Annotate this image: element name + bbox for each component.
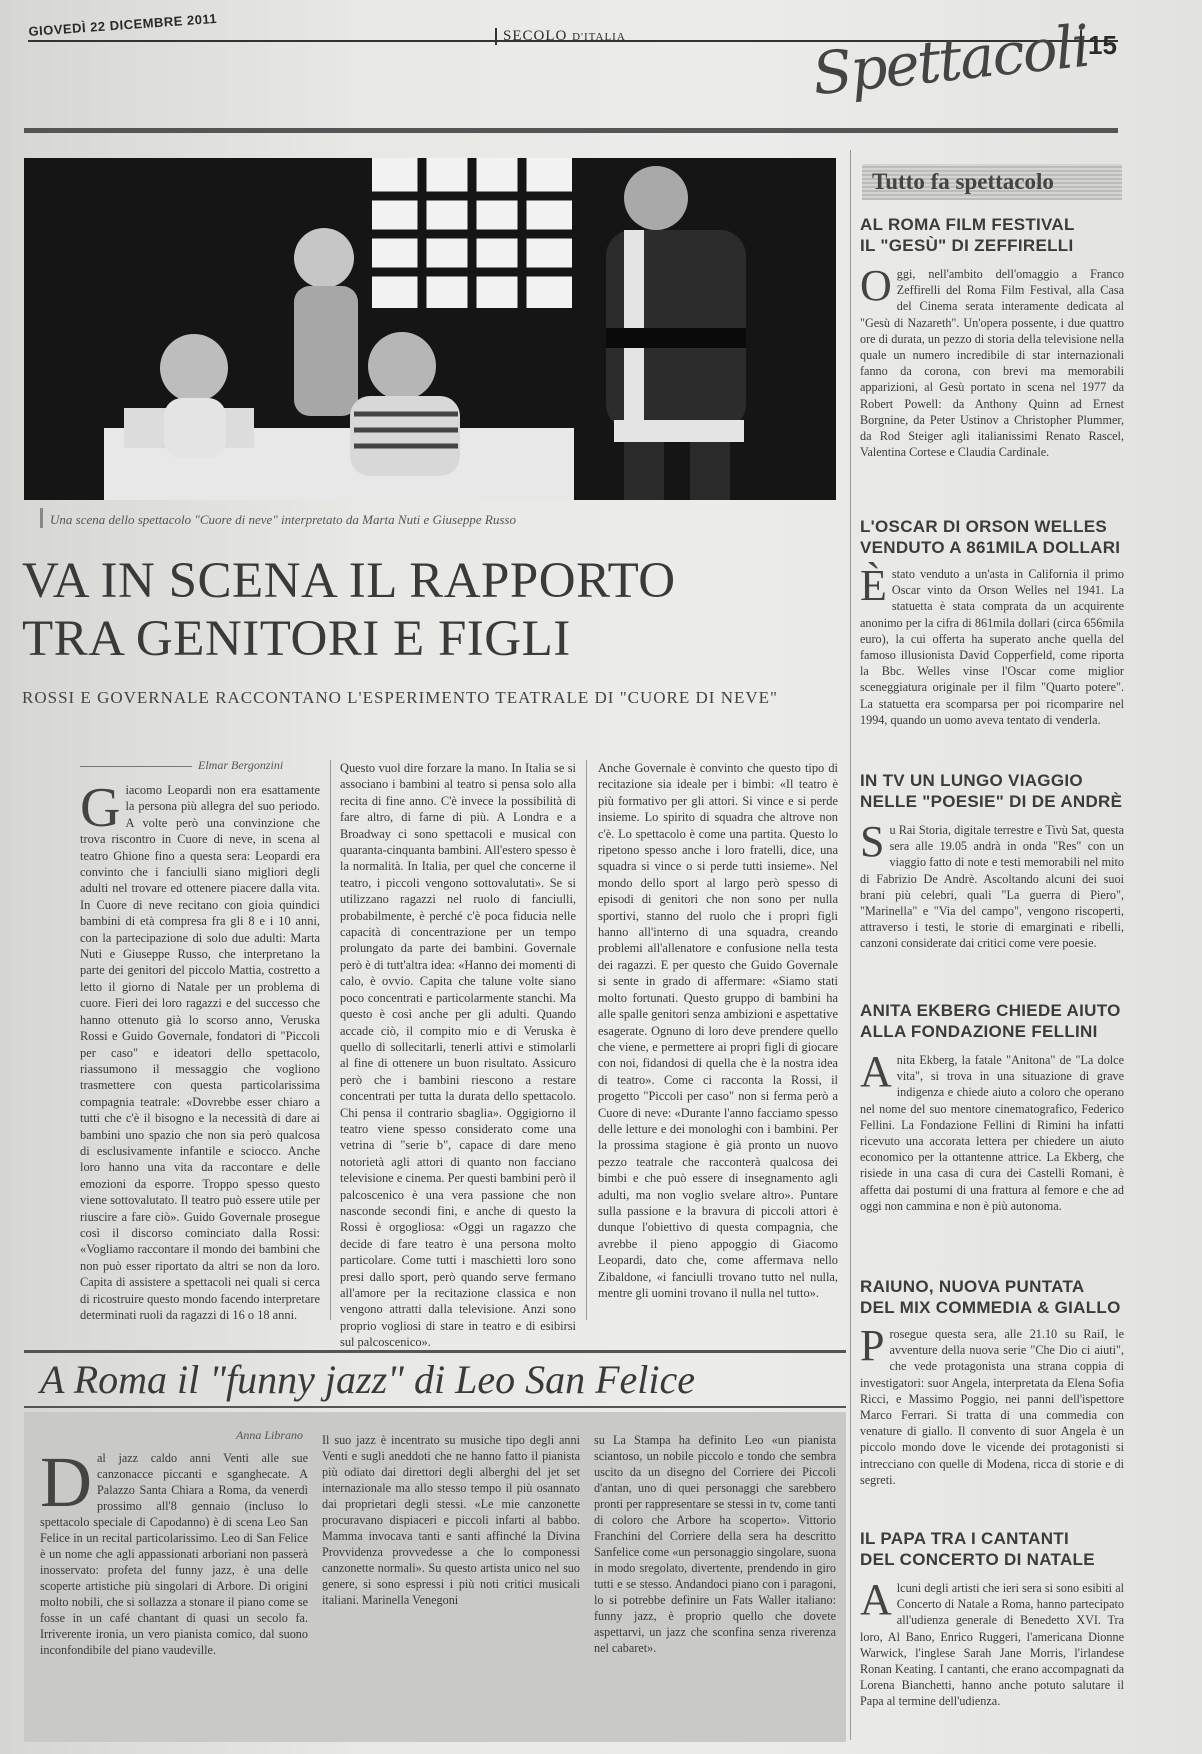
sidebar-item-6-head-line-1: IL PAPA TRA I CANTANTI [860,1529,1070,1548]
sidebar-item-1-head-line-1: AL ROMA FILM FESTIVAL [860,215,1075,234]
header-thick-rule [24,128,1118,133]
sidebar-item-3-head-line-2: NELLE "POESIE" DI DE ANDRÈ [860,792,1123,811]
sidebar-item-2-head-line-1: L'OSCAR DI ORSON WELLES [860,517,1108,536]
headline-line-2: TRA GENITORI E FIGLI [22,611,571,667]
photo-caption: Una scena dello spettacolo "Cuore di neve" interpretato da Marta Nuti e Giuseppe Russo [50,512,516,527]
column-divider [330,760,331,1320]
sidebar-item-1-heading [860,214,1075,256]
jazz-column-2 [322,1432,580,1740]
main-article-column-2 [340,760,576,1350]
sidebar-item-3-head-line-1: IN TV UN LUNGO VIAGGIO [860,771,1083,790]
caption-marker [40,508,43,528]
main-headline [22,552,822,668]
sidebar-item-2-head-line-2: VENDUTO A 861MILA DOLLARI [860,538,1121,557]
section-title: Spettacoli [809,11,1092,109]
sidebar-divider [850,150,851,1740]
main-col1-text: iacomo Leopardi non era esattamente la persona più allegra del suo periodo. A volte però una convinzione che trova riscontro in Cuore di neve, in scena al teatro Ghione fino a questa sera: Leopardi era convinto che i fanciulli siano migliori degli adulti nel trovare ed ottenere piacere dalla vita. In Cuore di neve recitano con gioia quindici bambini di età compresa fra gli 8 e i 10 anni, con la partecipazione di solo due adulti: Marta Nuti e Giuseppe Russo, che interpretano la parte dei genitori del piccolo Mattia, costretto a letto il giorno di Natale per un problema di cuore. Fieri dei loro ragazzi e del successo che hanno ottenuto già lo scorso anno, Veruska Rossi e Guido Governale, fondatori di "Piccoli per caso" e ideatori dello spettacolo, riassumono il messaggio che vogliono trasmettere con questa particolarissima compagnia teatrale: «Dovrebbe esser chiaro a tutti che c'è il bisogno e la necessità di dare ai bambini uno spazio che non sia però qualcosa di esclusivamente infantile e sciocco. Anche loro hanno una vita da raccontare e delle emozioni da esporre. Troppo spesso questo viene sottovalutato. Il teatro può essere utile per riuscire a fare ciò». Guido Governale prosegue così il discorso cominciato dalla Rossi: «Vogliamo raccontare il mondo dei bambini che non può esser riportato da altri se non da loro. Capita di assistere a spettacoli nei quali si cerca di ricostruire questo mondo facendo interpretare determinati ruoli da ragazzi di 16 o 18 anni. [80,783,320,1322]
sidebar-item-4-head-line-1: ANITA EKBERG CHIEDE AIUTO [860,1001,1121,1020]
sidebar-item-6-dropcap: A [860,1575,892,1624]
jazz-byline: Anna Librano [236,1428,304,1442]
sidebar-item-6-head-line-2: DEL CONCERTO DI NATALE [860,1550,1095,1569]
main-col2-text: Questo vuol dire forzare la mano. In Italia se si associano i bambini al teatro si pensa solo alla recita di fine anno. C'è invece la possibilità di fare altro, di farne di più. A Londra e a Broadway ci sono spettacoli e musical con quaranta-cinquanta bambini. All'estero spesso è la normalità. In Italia, per quel che concerne il teatro, i piccoli vengono sottovalutati». Se si utilizzano ragazzi nel ruolo di fanciulli, probabilmente, è perché c'è poca fiducia nelle capacità di concentrazione per un tempo prolungato da parte dei bambini. Governale però è di tutt'altra idea: «Hanno dei momenti di calo, è ovvio. Capita che talune volte siano poco concentrati e particolarmente stanchi. Ma questo è così anche per gli adulti. Quando accade ciò, il compito mio e di Veruska è quello di sollecitarli, tenerli attivi e stimolarli al fine di ottenere un buon risultato. Assicuro però che i bambini riescono a restare concentrati per tutta la durata dello spettacolo. Chi pensa il contrario sbaglia». Oggigiorno il teatro viene spesso considerato come una vetrina di "serie b", capace di dare meno notorietà agli attori di quanto non facciano televisione e cinema. Per questi bambini però il palcoscenico è una vera passione che non nasconde secondi fini, e anche di questo la Rossi è orgogliosa: «Oggi un ragazzo che decide di fare teatro è una persona molto particolare. Come tutti i maschietti loro sono presi dallo sport, però quando serve fermano all'amore per la recitazione classica e non vengono attratti dalla televisione. Anzi sono proprio vogliosi di stare in teatro e di esibirsi sul palcoscenico». [340,761,576,1350]
sidebar-item-3-dropcap: S [860,817,885,866]
jazz-col3-text: su La Stampa ha definito Leo «un pianista sciantoso, un nobile piccolo e tondo che sembra uscito da un disegno del Corriere dei Piccoli d'antan, uno di quei personaggi che sarebbero pronti per rappresentare se stessi in tv, come tanti di coloro che Arbore ha scoperto». Vittorio Franchini del Corriere della sera ha descritto Sanfelice come «un personaggio singolare, suona in modo sregolato, divertente, prendendo in giro tutti e se stesso. Andandoci piano con i paragoni, lo si potrebbe definire un Fats Waller italiano: funny jazz, è proprio quello che dovete aspettarvi, un jazz che sconfina senza riverenza nel cabaret». [594,1433,836,1655]
sidebar-item-1-text [860,261,1124,496]
sidebar-item-4-heading [860,1000,1121,1042]
sidebar-item-3-text [860,817,1124,986]
sidebar-item-4-body: nita Ekberg, la fatale "Anitona" de "La dolce vita", si trova in una situazione di grave indigenza e chiede aiuto a coloro che operano nel nome del suo mentore cinematografico, Federico Fellini. La Fondazione Fellini di Rimini ha infatti ricevuto una accorata lettera per chiedere un aiuto economico per la ottantenne attrice. La Ekberg, che risiede in una casa di cura dei Castelli Romani, è affetta dai postumi di una frattura al femore e che ad oggi non cammina e non è più autonoma. [860,1053,1124,1213]
main-byline: Elmar Bergonzini [198,758,284,772]
sidebar-item-3-body: u Rai Storia, digitale terrestre e Tivù Sat, questa sera alle 19.05 andrà in onda "Res" con un viaggio fatto di note e testi memorabili nel mito di Fabrizio De Andrè. Ascoltando alcuni dei suoi brani più celebri, quali "La guerra di Piero", "Marinella" e "Via del campo", vengono riscoperti, attraverso i testi, le storie di emarginati e ribelli, canzoni considerate dai critici come vere poesie. [860,823,1124,951]
jazz-dropcap: D [40,1442,92,1522]
sidebar-item-6-body: lcuni degli artisti che ieri sera si sono esibiti al Concerto di Natale a Roma, hanno partecipato all'udienza generale di Benedetto XVI. Tra loro, Al Bano, Enrico Ruggeri, l'americana Dionne Warwick, l'inglese Sarah Jane Morris, l'irlandese Ronan Keating. I cantanti, che erano accompagnati da Lorena Bianchetti, hanno anche potuto salutare il Papa al termine dell'udienza. [860,1581,1124,1709]
sidebar-item-5-text [860,1321,1124,1532]
issue-date: GIOVEDÌ 22 DICEMBRE 2011 [28,10,218,39]
sidebar-item-5-heading [860,1276,1121,1318]
page-number: 15 [1080,30,1117,61]
jazz-column-1 [40,1442,308,1740]
jazz-article-title: A Roma il "funny jazz" di Leo San Felice [24,1350,846,1408]
jazz-col1-text: al jazz caldo anni Venti alle sue canzonacce piccanti e sganghecate. A Palazzo Santa Chiara a Roma, da venerdì prossimo all'8 gennaio (incluso lo spettacolo speciale di Capodanno) è di scena Leo San Felice in un recital particolarissimo. Leo di San Felice è un nome che agli appassionati arboriani non passerà inosservato: profeta del funny jazz, è una delle scoperte artistiche più singolari di Arbore. Di origini molto nobili, che si sollazza a stonare il piano come se fosse in un café chantant di quasi un secolo fa. Irriverente ironia, un vero pianista comico, dal suono inconfondibile del piano vaudeville. [40,1451,308,1657]
main-col3-text: Anche Governale è convinto che questo tipo di recitazione sia ideale per i bimbi: «Il teatro è più formativo per gli attori. Si vince e si perde insieme. Lo spirito di squadra che altrove non c'è. Lo spettacolo è come una partita. Questo lo ripetono spesso anche i loro fratelli, dice, una squadra si vince o si perde tutti insieme». Nel mondo dello sport al largo però spesso di episodi di genitori che non sono per nulla sportivi, stanno del ruolo che i propri figli hanno all'interno di una squadra, creando problemi all'allenatore e confusione nella testa dei ragazzi. E per questo che Guido Governale si sente in grado di affermare: «Siamo stati molto fortunati. Questo gruppo di bambini ha alle spalle genitori senza ambizioni e aspettative esagerate. Ognuno di loro deve prendere quello che viene, e permettere ai propri figli di giocare con noi, fidandosi di quella che è la nostra idea di teatro». Come ci racconta la Rossi, il progetto "Piccoli per caso" non si ferma però a Cuore di neve: «Durante l'anno facciamo spesso delle letture e dei monologhi con i bambini. Per la prossima stagione è già pronto un nuovo pezzo teatrale che racconterà qualcosa dei bimbi e che può essere di insegnamento agli adulti, ma non voglio svelare altro». Puntare sulla passione e la bravura di piccoli attori è dunque l'obiettivo di questa compagnia, che avrebbe il pieno appoggio di Giacomo Leopardi, dato che, come affermava nello Zibaldone, «i fanciulli trovano tutto nel nulla, mentre gli uomini trovano il nulla nel tutto». [598,761,838,1300]
sidebar-item-5-head-line-1: RAIUNO, NUOVA PUNTATA [860,1277,1085,1296]
sidebar-item-2-body: stato venduto a un'asta in California il primo Oscar vinto da Orson Welles nel 1941. La statuetta è stata comprata da un acquirente anonimo per la cifra di 861mila dollari (circa 656mila euro), la cui offerta ha superato anche quella del famoso illusionista David Copperfield, come riporta la Bbc. Welles vinse l'Oscar come miglior sceneggiatura originale per il film "Quarto potere". La statuetta era scomparsa per poi ricomparire nel 1994, quando un uomo aveva tentato di venderla. [860,567,1124,727]
sidebar-item-2-text [860,561,1124,748]
byline-rule [80,766,192,767]
sidebar-item-1-head-line-2: IL "GESÙ" DI ZEFFIRELLI [860,236,1074,255]
main-subheadline: ROSSI E GOVERNALE RACCONTANO L'ESPERIMENTO TEATRALE DI "CUORE DI NEVE" [22,688,778,707]
jazz-col2-text: Il suo jazz è incentrato su musiche tipo degli anni Venti e sugli aneddoti che ne hanno fatto il pianista più odiato dai direttori degli alberghi del jet set internazionale ma allo stesso tempo il più osannato dai proprietari degli stessi. «Le mie canzonette procuravano dispiaceri e piccoli infarti al babbo. Mamma invocava tanti e santi affinché la Divina Provvidenza provvedesse a che lo componessi canzonette normali». Su questo artista unico nel suo genere, si sono espressi i più noti critici musicali italiani. Marinella Venegoni [322,1433,580,1607]
main-dropcap: G [80,777,121,839]
main-article-column-1 [80,777,320,1328]
column-divider [586,760,587,1320]
sidebar-item-6-text [860,1575,1124,1740]
sidebar-title: Tutto fa spettacolo [862,164,1122,200]
sidebar-item-1-dropcap: O [860,261,892,310]
sidebar-item-3-heading [860,770,1122,812]
sidebar-item-5-body: rosegue questa sera, alle 21.10 su RaiI, le avventure della nuova serie "Che Dio ci aiuti", che vede protagonista una strana coppia di investigatori: suor Angela, interpretata da Elena Sofia Ricci, e Massimo Poggio, nei panni dell'ispettore Marco Ferrari. Si tratta di una commedia con venature di giallo. Il convento di suor Angela è un piccolo mondo dove le vicende dei protagonisti si intrecciano con quelle di Modena, ricca di storie e di segreti. [860,1327,1124,1487]
headline-line-1: VA IN SCENA IL RAPPORTO [22,553,676,609]
stage-photo [24,158,836,500]
main-article-column-3 [598,760,838,1328]
sidebar-item-1-body: ggi, nell'ambito dell'omaggio a Franco Zeffirelli del Roma Film Festival, alla Casa del Cinema serata interamente dedicata al "Gesù di Nazareth". Un'opera possente, i due quattro ore di durata, un pezzo di storia della televisione nella quale un numero incredibile di star internazionali fanno da corona, con brevi ma memorabili apparizioni, al Gesù portato in scena nel 1977 da Robert Powell: da Anthony Quinn ad Ernest Borgnine, da Peter Ustinov a Christopher Plummer, da Rod Steiger agli italianissimi Renato Rascel, Valentina Cortese e Claudia Cardinale. [860,267,1124,460]
sidebar-item-2-dropcap: È [860,561,887,610]
sidebar-item-4-dropcap: A [860,1047,892,1096]
brand-suffix: D'ITALIA [572,31,626,43]
jazz-column-3 [594,1432,836,1740]
brand-name: SECOLO [503,28,568,44]
sidebar-item-4-head-line-2: ALLA FONDAZIONE FELLINI [860,1022,1098,1041]
sidebar-item-6-heading [860,1528,1095,1570]
stage-photo-illustration [24,158,836,500]
masthead-brand [495,28,626,45]
sidebar-item-5-dropcap: P [860,1321,885,1370]
sidebar-item-4-text [860,1047,1124,1268]
sidebar-item-2-heading [860,516,1120,558]
sidebar-item-5-head-line-2: DEL MIX COMMEDIA & GIALLO [860,1298,1121,1317]
